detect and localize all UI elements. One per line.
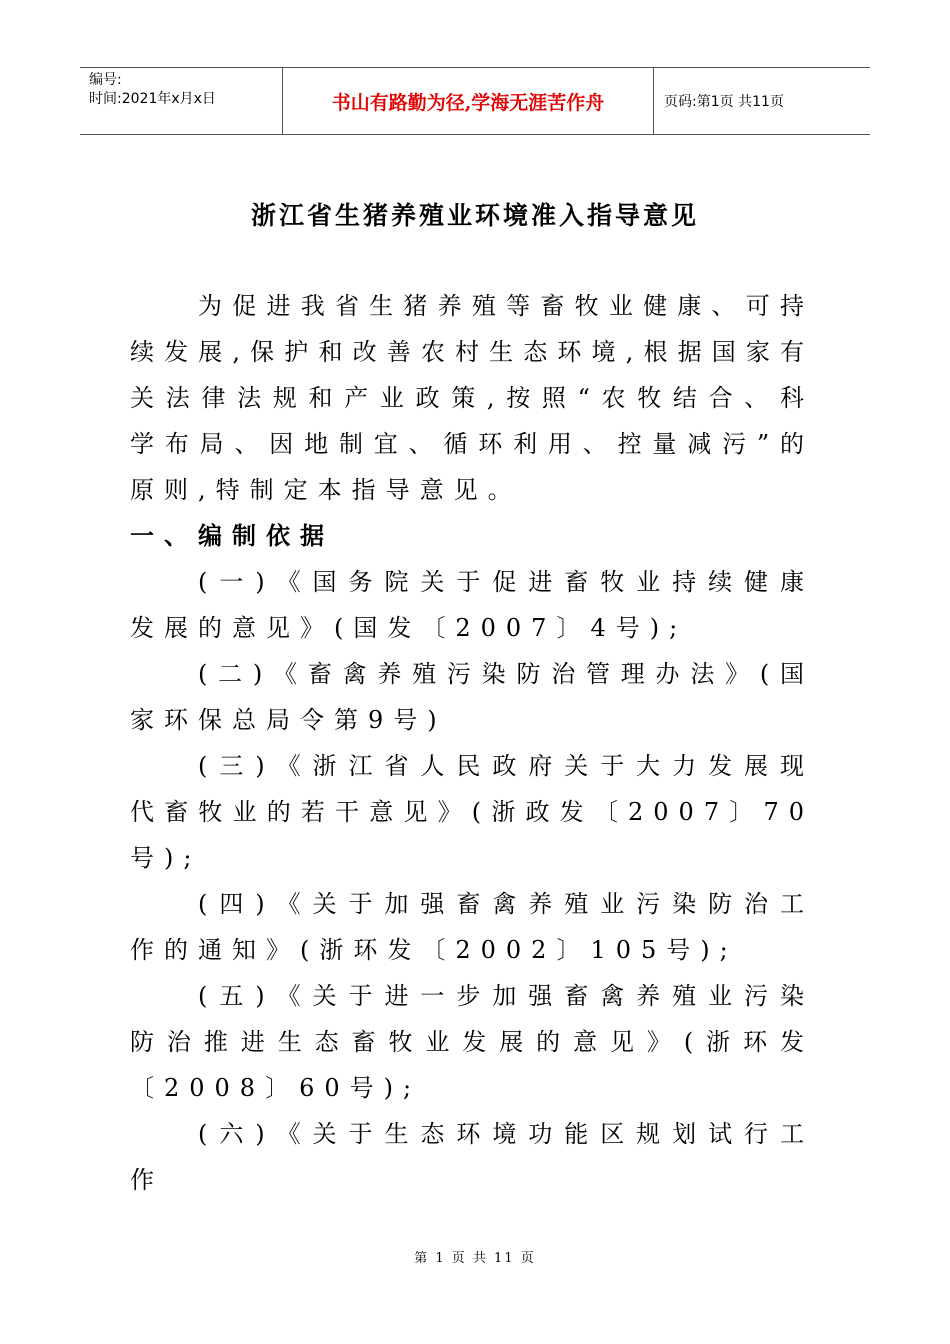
document-time-label: 时间:2021年x月x日: [89, 91, 216, 107]
basis-item-5: (五)《关于进一步加强畜禽养殖业污染防治推进生态畜牧业发展的意见》(浙环发〔2008〕60号);: [130, 982, 814, 1102]
document-body: [130, 283, 814, 1203]
basis-item-6: (六)《关于生态环境功能区规划试行工作: [130, 1120, 814, 1194]
header-page-info: 页码:第1页 共11页: [664, 94, 784, 110]
section-heading: 一、编制依据: [130, 522, 334, 550]
header-info-cell: [80, 68, 282, 134]
header-table: [80, 67, 870, 135]
page-footer: 第 1 页 共 11 页: [414, 1251, 536, 1266]
intro-paragraph: 为促进我省生猪养殖等畜牧业健康、可持续发展,保护和改善农村生态环境,根据国家有关法律法规和产业政策,按照“农牧结合、科学布局、因地制宜、循环利用、控量减污”的原则,特制定本指导意见。: [130, 292, 814, 504]
basis-item-1: (一)《国务院关于促进畜牧业持续健康发展的意见》(国发〔2007〕4号);: [130, 568, 814, 642]
basis-item-3: (三)《浙江省人民政府关于大力发展现代畜牧业的若干意见》(浙政发〔2007〕70号);: [130, 752, 814, 872]
document-number-label: 编号:: [89, 72, 122, 88]
document-title: 浙江省生猪养殖业环境准入指导意见: [250, 201, 699, 230]
basis-item-2: (二)《畜禽养殖污染防治管理办法》(国家环保总局令第9号): [130, 660, 814, 734]
basis-item-4: (四)《关于加强畜禽养殖业污染防治工作的通知》(浙环发〔2002〕105号);: [130, 890, 814, 964]
header-motto: 书山有路勤为径,学海无涯苦作舟: [282, 68, 654, 134]
